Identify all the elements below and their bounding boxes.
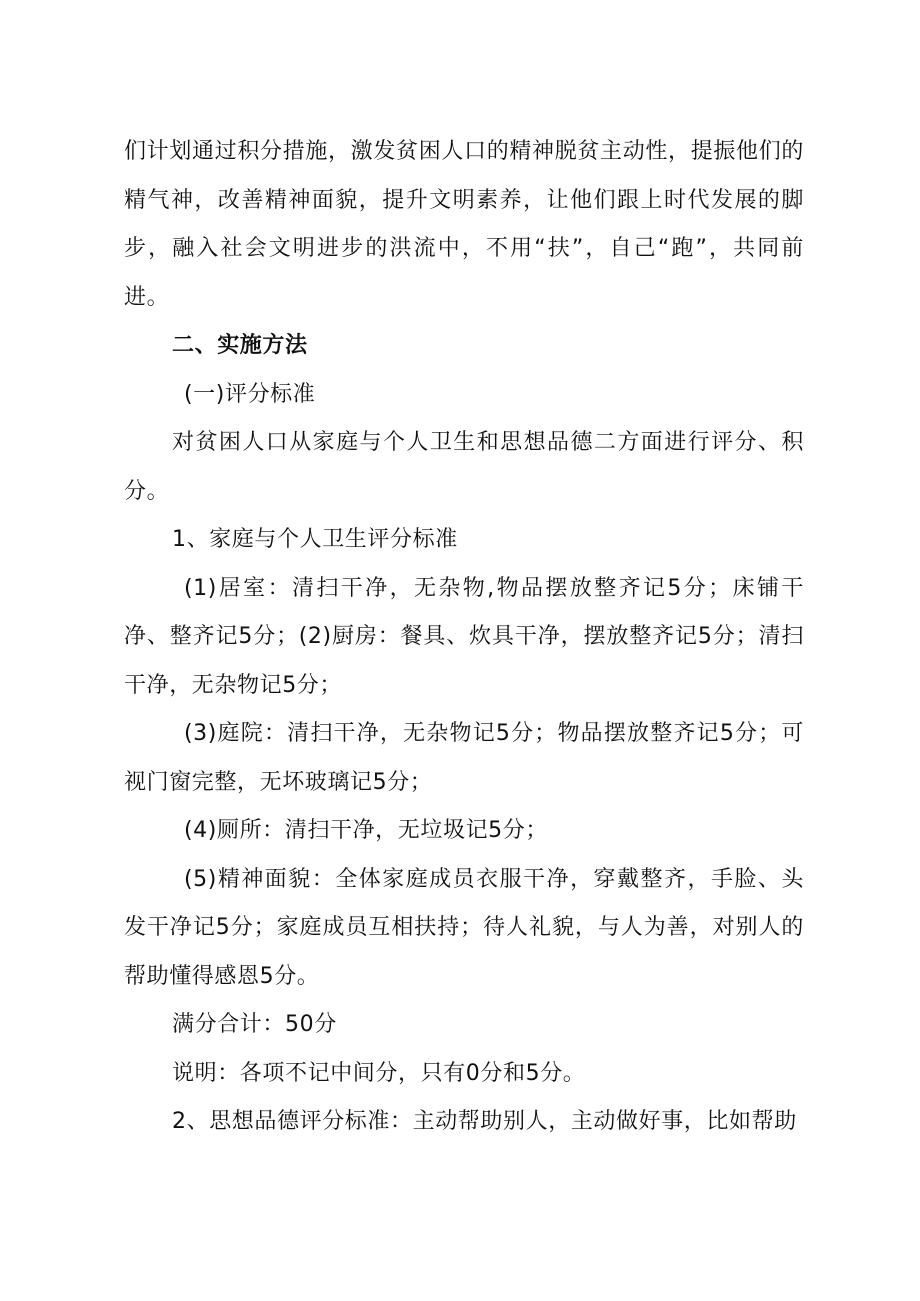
subheading-hygiene-standard: 1、家庭与个人卫生评分标准 — [172, 527, 458, 552]
document-body — [124, 128, 804, 1147]
paragraph-intro-continued: 们计划通过积分措施，激发贫困人口的精神脱贫主动性，提振他们的精气神，改善精神面貌，提升文明素养，让他们跟上时代发展的脚步，融入社会文明进步的洪流中，不用“扶”，自己“跑”，共同前进。 — [124, 139, 804, 310]
subsection-heading-scoring-standard: (一)评分标准 — [184, 381, 316, 407]
section-heading-implementation: 二、实施方法 — [172, 333, 308, 358]
paragraph-item-3: (3)庭院：清扫干净，无杂物记5分；物品摆放整齐记5分；可视门窗完整，无坏玻璃记5分； — [124, 721, 804, 795]
paragraph-item-1-2: (1)居室：清扫干净，无杂物,物品摆放整齐记5分；床铺干净、整齐记5分；(2)厨房：餐具、炊具干净，摆放整齐记5分；清扫干净，无杂物记5分； — [124, 575, 804, 698]
paragraph-full-score: 满分合计：50分 — [172, 1012, 337, 1037]
paragraph-note: 说明：各项不记中间分，只有0分和5分。 — [172, 1060, 586, 1086]
paragraph-moral-standard: 2、思想品德评分标准：主动帮助别人，主动做好事，比如帮助 — [172, 1109, 797, 1134]
paragraph-scoring-aspects: 对贫困人口从家庭与个人卫生和思想品德二方面进行评分、积分。 — [124, 430, 804, 504]
paragraph-item-5: (5)精神面貌：全体家庭成员衣服干净，穿戴整齐，手脸、头发干净记5分；家庭成员互相扶持；待人礼貌，与人为善，对别人的帮助懂得感恩5分。 — [124, 866, 804, 989]
paragraph-item-4: (4)厕所：清扫干净，无垃圾记5分； — [184, 818, 548, 843]
